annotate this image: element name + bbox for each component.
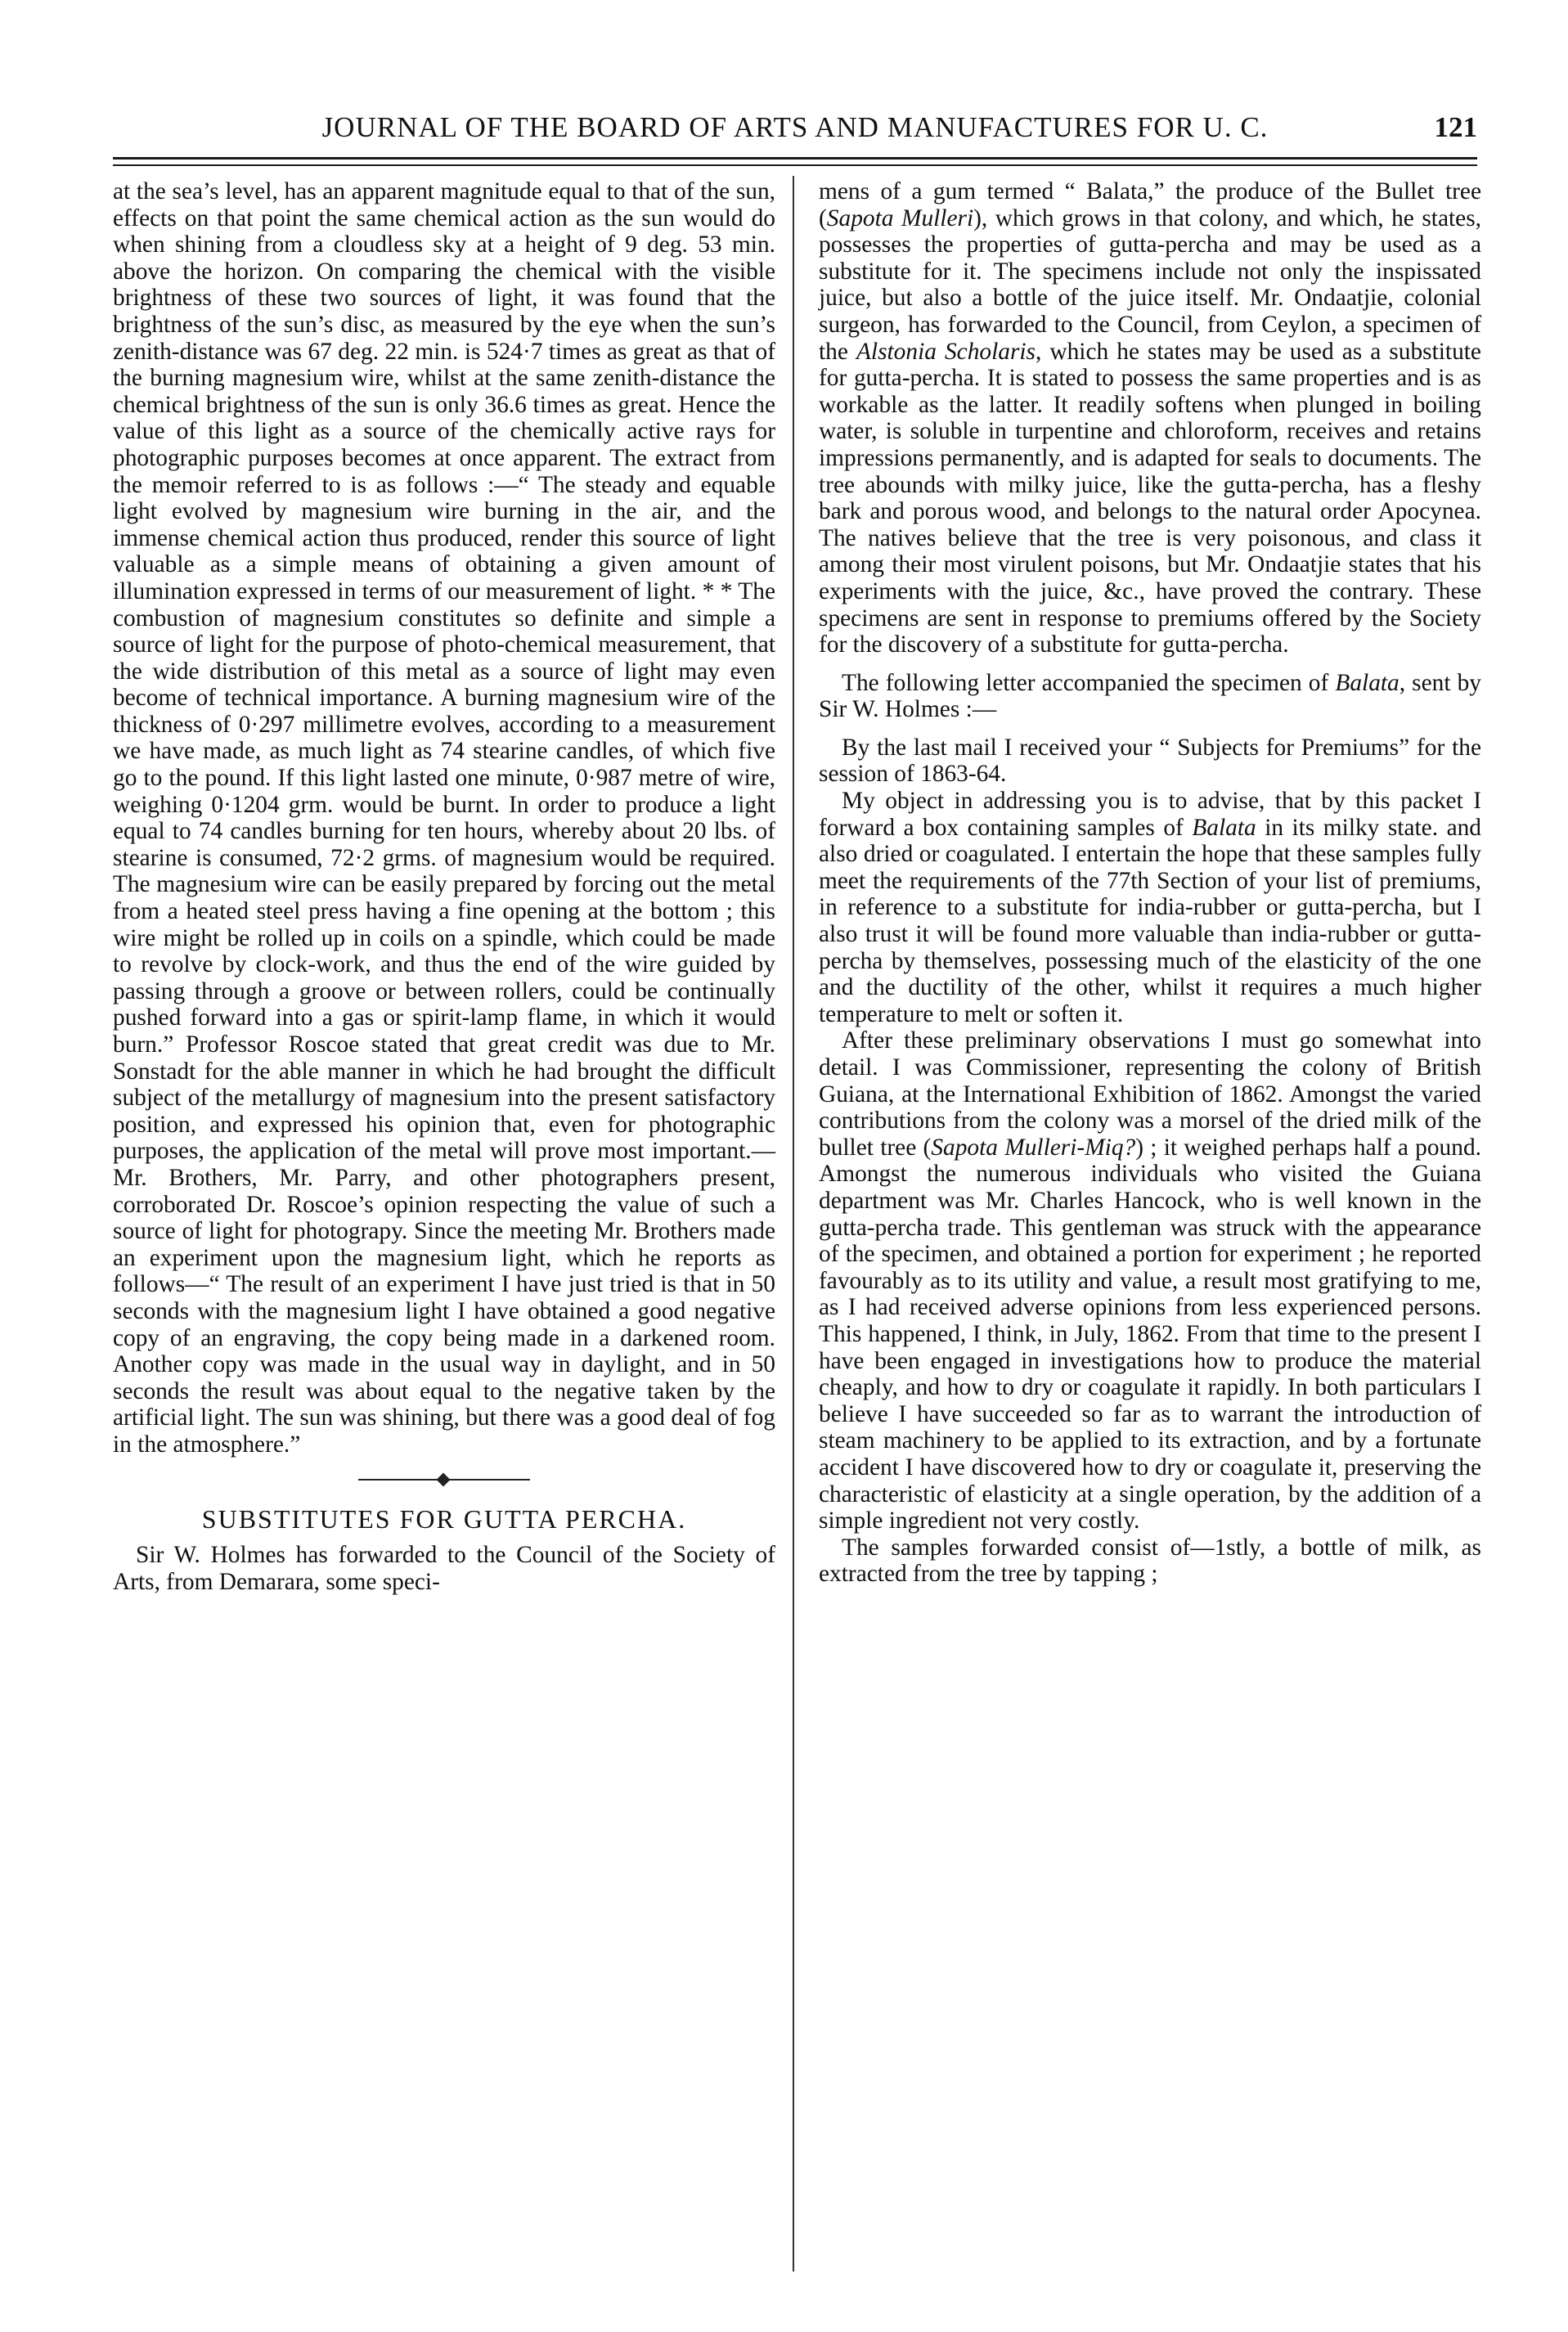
text-run: in its milky state. and also dried or coagulated. I entertain the hope that these samples fully meet the requirements of the 77th Section of your list of premiums, in reference to a substitute for india-rubber or gutta-percha, but I also trust it will be found more valuable than india-rubber or gutta-percha by themselves, possessing much of the elasticity of the one and the ductility of the other, whilst it requires a much higher temperature to melt or soften it. [819,814,1481,1027]
header-rule-top [113,157,1477,160]
page-number: 121 [1434,111,1477,143]
text-run: mens of a gum termed “ Balata,” the produce of the Bullet tree ( [819,178,1481,231]
left-column [113,178,775,1595]
section-separator [113,1458,775,1499]
header-rule-bottom [113,164,1477,166]
section-title: SUBSTITUTES FOR GUTTA PERCHA. [201,1503,687,1534]
right-paragraph-1 [819,178,1481,658]
right-paragraph-5 [819,1027,1481,1534]
text-run: , sent by Sir W. Holmes :— [819,669,1482,723]
page-header [113,111,1477,157]
text-run: After these preliminary observations I must go somewhat into detail. I was Commissioner, representing the colony of British Guiana, at the International Exhibition of 1862. Amongst the varied contributions from the colony was a morsel of the dried milk of the bullet tree ( [819,1027,1481,1161]
running-head: JOURNAL OF THE BOARD OF ARTS AND MANUFACTURES FOR U. C. [321,111,1269,143]
right-paragraph-2 [819,670,1481,723]
right-paragraph-6: The samples forwarded consist of—1stly, a bottle of milk, as extracted from the tree by tapping ; [819,1534,1481,1588]
italic-term: Sapota Mulleri-Miq? [931,1134,1136,1161]
text-run: ) ; it weighed perhaps half a pound. Amongst the numerous individuals who visited the Guiana department was Mr. Charles Hancock, who is well known in the gutta-percha trade. This gentleman was struck with the appearance of the specimen, and obtained a portion for experiment ; he reported favourably as to its utility and value, a result most gratifying to me, as I had received adverse opinions from less experienced persons. This happened, I think, in July, 1862. From that time to the present I have been engaged in investigations how to produce the material cheaply, and how to dry or coagulate it rapidly. In both particulars I believe I have succeeded so far as to warrant the introduction of steam machinery to be applied to its extraction, and by a fortunate accident I have discovered how to dry or coagulate it, preserving the characteristic of elasticity at a single operation, by the addition of a simple ingredient not very costly. [819,1134,1481,1534]
text-run: The following letter accompanied the specimen of [842,669,1336,696]
right-paragraph-3: By the last mail I received your “ Subjects for Premiums” for the session of 1863-64. [819,734,1481,788]
italic-term: Balata [1192,814,1256,841]
separator-ornament-icon [437,1472,451,1486]
italic-term: Balata [1335,669,1400,696]
text-run: , which he states may be used as a substitute for gutta-percha. It is stated to possess the same properties and is as workable as the latter. It readily softens when plunged in boiling water, is soluble in turpentine and chloroform, receives and retains impressions permanently, and is adapted for seals to documents. The tree abounds with milky juice, like the gutta-percha, has a fleshy bark and porous wood, and belongs to the natural order Apocynea. The natives believe that the tree is very poisonous, and class it among their most virulent poisons, but Mr. Ondaatjie states that his experiments with the juice, &c., have proved the contrary. These specimens are sent in response to premiums offered by the Society for the discovery of a substitute for gutta-percha. [819,338,1481,658]
text-run: ), which grows in that colony, and which, he states, possesses the properties of gutta-percha and may be used as a substitute for it. The specimens include not only the inspissated juice, but also a bottle of the juice itself. Mr. Ondaatjie, colonial surgeon, has forwarded to the Council, from Ceylon, a specimen of the [819,204,1481,365]
column-divider [793,176,794,2271]
right-column [819,178,1481,1588]
italic-term: Alstonia Scholaris [856,338,1036,365]
italic-term: Sapota Mulleri [826,204,974,231]
right-paragraph-4 [819,788,1481,1027]
left-paragraph-1: at the sea’s level, has an apparent magnitude equal to that of the sun, effects on that point the same chemical action as the sun would do when shining from a cloudless sky at a height of 9 deg. 53 min. above the horizon. On comparing the chemical with the visible brightness of these two sources of light, it was found that the brightness of the sun’s disc, as measured by the eye when the sun’s zenith-distance was 67 deg. 22 min. is 524·7 times as great as that of the burning magnesium wire, whilst at the same zenith-distance the chemical brightness of the sun is only 36.6 times as great. Hence the value of this light as a source of the chemically active rays for photographic purposes becomes at once apparent. The extract from the memoir referred to is as follows :—“ The steady and equable light evolved by magnesium wire burning in the air, and the immense chemical action thus produced, render this source of light valuable as a simple means of obtaining a given amount of illumination expressed in terms of our measurement of light. * * The combustion of magnesium constitutes so definite and simple a source of light for the purpose of photo-chemical measurement, that the wide distribution of this metal as a source of light may even become of technical importance. A burning magnesium wire of the thickness of 0·297 millimetre evolves, according to a measurement we have made, as much light as 74 stearine candles, of which five go to the pound. If this light lasted one minute, 0·987 metre of wire, weighing 0·1204 grm. would be burnt. In order to produce a light equal to 74 candles burning for ten hours, whereby about 20 lbs. of stearine is consumed, 72·2 grms. of magnesium would be required. The magnesium wire can be easily prepared by forcing out the metal from a heated steel press having a fine opening at the bottom ; this wire might be rolled up in coils on a spindle, which could be made to revolve by clock-work, and thus the end of the wire guided by passing through a groove or between rollers, could be continually pushed forward into a gas or spirit-lamp flame, in which it would burn.” Professor Roscoe stated that great credit was due to Mr. Sonstadt for the able manner in which he had brought the difficult subject of the metallurgy of magnesium into the present satisfactory position, and expressed his opinion that, even for photographic purposes, the application of the metal will prove most important.—Mr. Brothers, Mr. Parry, and other photographers present, corroborated Dr. Roscoe’s opinion respecting the value of such a source of light for photograpy. Since the meeting Mr. Brothers made an experiment upon the magnesium light, which he reports as follows—“ The result of an experiment I have just tried is that in 50 seconds with the magnesium light I have obtained a good negative copy of an engraving, the copy being made in a darkened room. Another copy was made in the usual way in daylight, and in 50 seconds the result was about equal to the negative taken by the artificial light. The sun was shining, but there was a good deal of fog in the atmosphere.” [113,178,775,1458]
text-run: My object in addressing you is to advise, that by this packet I forward a box containing samples of [819,788,1481,841]
left-paragraph-2: Sir W. Holmes has forwarded to the Council of the Society of Arts, from Demarara, some speci- [113,1542,775,1595]
